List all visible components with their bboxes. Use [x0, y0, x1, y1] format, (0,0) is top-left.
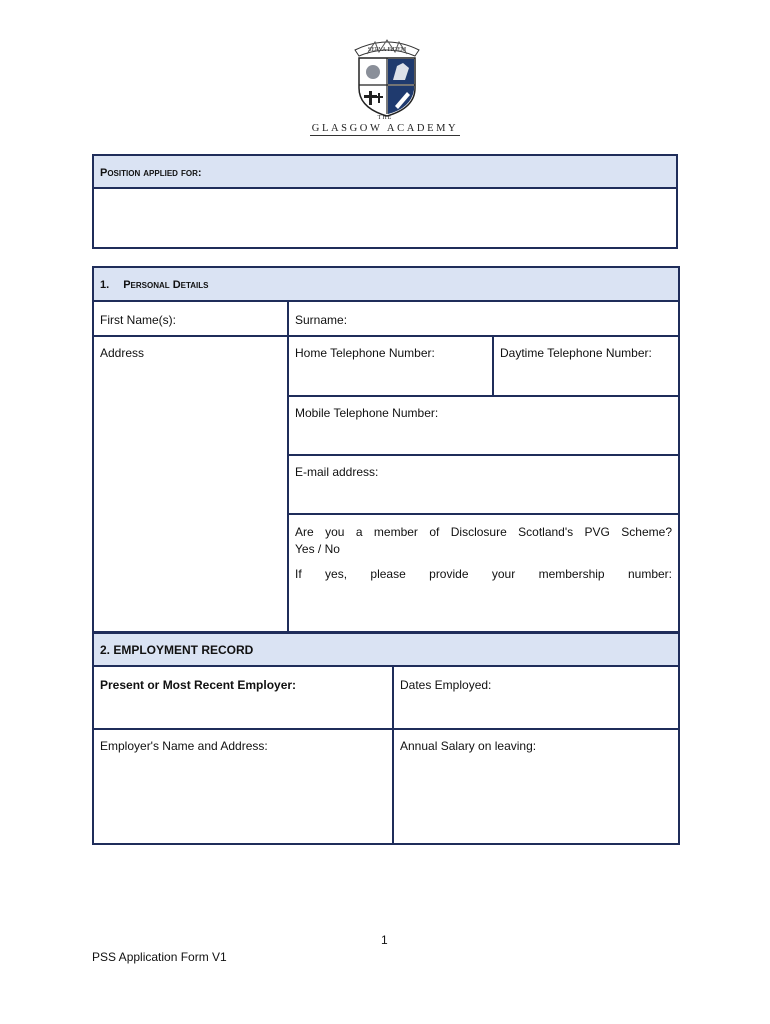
- present-employer-field[interactable]: [94, 669, 392, 728]
- email-field[interactable]: [289, 456, 678, 513]
- employer-name-address-field[interactable]: [94, 730, 392, 843]
- form-version: PSS Application Form V1: [92, 950, 227, 964]
- personal-details-title: Personal Details: [123, 279, 209, 291]
- employment-record-title: 2. EMPLOYMENT RECORD: [100, 643, 254, 657]
- pvg-followup: If yes, please provide your membership number:: [295, 567, 672, 581]
- position-header: [94, 156, 676, 189]
- page-number: 1: [381, 933, 388, 947]
- position-label: Position applied for:: [100, 167, 202, 179]
- position-section: [92, 154, 678, 249]
- address-label: Address: [100, 346, 145, 360]
- surname-label: Surname:: [295, 313, 348, 327]
- mobile-telephone-label: Mobile Telephone Number:: [295, 406, 439, 420]
- surname-field[interactable]: [289, 304, 678, 335]
- school-name-prefix: THE: [377, 115, 393, 121]
- dates-employed-field[interactable]: [394, 669, 678, 728]
- employer-name-address-label: Employer's Name and Address:: [100, 739, 268, 753]
- pvg-question: Are you a member of Disclosure Scotland's PVG Scheme?: [295, 525, 672, 539]
- personal-details-number: 1.: [100, 279, 110, 291]
- employment-record-header: [94, 634, 678, 667]
- first-name-field[interactable]: [94, 304, 287, 335]
- svg-text:SERVA FIDEM: SERVA FIDEM: [367, 47, 407, 53]
- personal-details-header: [94, 268, 678, 302]
- position-input-area[interactable]: [94, 191, 676, 247]
- first-name-label: First Name(s):: [100, 313, 176, 327]
- daytime-telephone-label: Daytime Telephone Number:: [500, 346, 652, 360]
- employment-record-section: [92, 632, 680, 845]
- pvg-options: Yes / No: [295, 542, 340, 556]
- address-field[interactable]: [94, 337, 287, 633]
- school-name: GLASGOW ACADEMY: [311, 123, 459, 134]
- email-label: E-mail address:: [295, 465, 379, 479]
- dates-employed-label: Dates Employed:: [400, 678, 492, 692]
- pvg-scheme-field[interactable]: [289, 515, 678, 633]
- school-crest-logo: [347, 36, 427, 118]
- annual-salary-field[interactable]: [394, 730, 678, 843]
- mobile-telephone-field[interactable]: [289, 397, 678, 454]
- daytime-telephone-field[interactable]: [494, 337, 678, 395]
- personal-details-section: [92, 266, 680, 633]
- present-employer-label: Present or Most Recent Employer:: [100, 678, 297, 692]
- home-telephone-label: Home Telephone Number:: [295, 346, 435, 360]
- annual-salary-label: Annual Salary on leaving:: [400, 739, 537, 753]
- home-telephone-field[interactable]: [289, 337, 492, 395]
